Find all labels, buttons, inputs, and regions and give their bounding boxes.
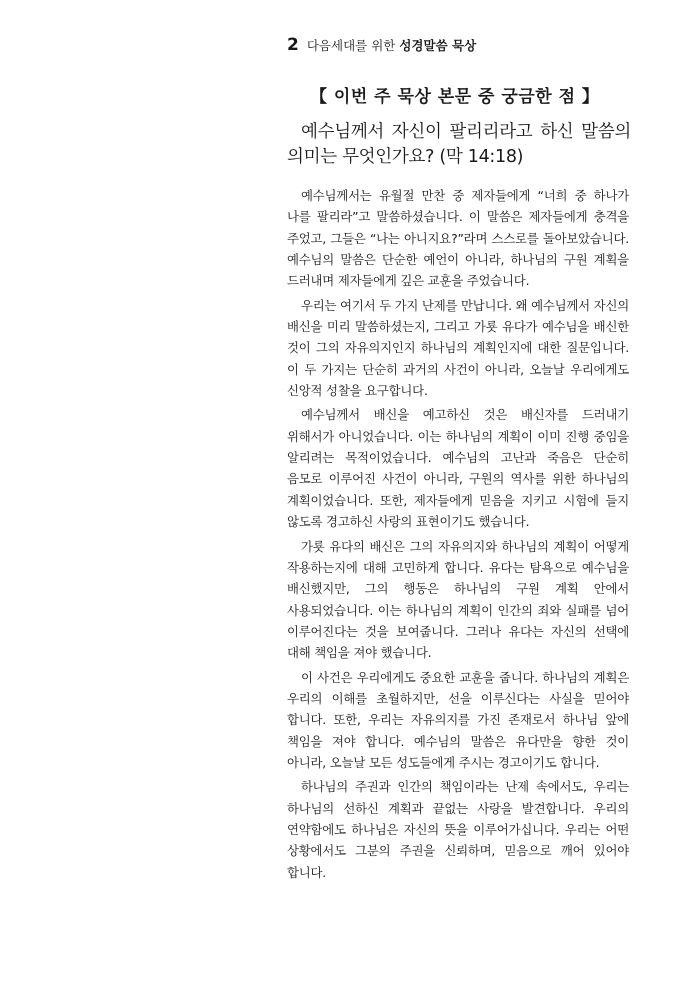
section-heading: 【 이번 주 묵상 본문 중 궁금한 점 】	[310, 87, 600, 107]
paragraph: 예수님께서는 유월절 만찬 중 제자들에게 “너희 중 하나가 나를 팔리라”고 말씀하셨습니다. 이 말씀은 제자들에게 충격을 주었고, 그들은 “나는 아니지요?”라며 스스로를 돌아보았습니다. 예수님의 말씀은 단순한 예언이 아니라, 하나님의 구원 계획을 드러내며 제자들에게 깊은 교훈을 주었습니다.	[287, 188, 629, 289]
series-title-light: 다음세대를 위한	[306, 38, 396, 53]
paragraph: 우리는 여기서 두 가지 난제를 만납니다. 왜 예수님께서 자신의 배신을 미리 말씀하셨는지, 그리고 가룟 유다가 예수님을 배신한 것이 그의 자유의지인지 하나님의 계획인지에 대한 질문입니다. 이 두 가지는 단순히 과거의 사건이 아니라, 오늘날 우리에게도 신앙적 성찰을 요구합니다.	[287, 297, 629, 399]
running-header	[287, 35, 476, 55]
page-number: 2	[287, 35, 299, 55]
series-title-bold: 성경말씀 묵상	[399, 38, 477, 53]
question-title: 예수님께서 자신이 팔리리라고 하신 말씀의 의미는 무엇인가요? (막 14:18)	[287, 122, 631, 167]
paragraph: 이 사건은 우리에게도 중요한 교훈을 줍니다. 하나님의 계획은 우리의 이해를 초월하지만, 선을 이루신다는 사실을 믿어야 합니다. 또한, 우리는 자유의지를 가진 존재로서 하나님 앞에 책임을 져야 합니다. 예수님의 말씀은 유다만을 향한 것이 아니라, 오늘날 모든 성도들에게 주시는 경고이기도 합니다.	[287, 669, 629, 770]
paragraph: 하나님의 주권과 인간의 책임이라는 난제 속에서도, 우리는 하나님의 선하신 계획과 끝없는 사랑을 발견합니다. 우리의 연약함에도 하나님은 자신의 뜻을 이루어가십니다. 우리는 어떤 상황에서도 그분의 주권을 신뢰하며, 믿음으로 깨어 있어야 합니다.	[287, 779, 629, 880]
body-text	[287, 185, 629, 886]
paragraph: 가룟 유다의 배신은 그의 자유의지와 하나님의 계획이 어떻게 작용하는지에 대해 고민하게 합니다. 유다는 탐욕으로 예수님을 배신했지만, 그의 행동은 하나님의 구원 계획 안에서 사용되었습니다. 이는 하나님의 계획이 인간의 죄와 실패를 넘어 이루어진다는 것을 보여줍니다. 그러나 유다는 자신의 선택에 대해 책임을 져야 했습니다.	[287, 538, 629, 661]
paragraph: 예수님께서 배신을 예고하신 것은 배신자를 드러내기 위해서가 아니었습니다. 이는 하나님의 계획이 이미 진행 중임을 알리려는 목적이었습니다. 예수님의 고난과 죽음은 단순히 음모로 이루어진 사건이 아니라, 구원의 역사를 위한 하나님의 계획이었습니다. 또한, 제자들에게 믿음을 지키고 시험에 들지 않도록 경고하신 사랑의 표현이기도 했습니다.	[287, 407, 629, 530]
